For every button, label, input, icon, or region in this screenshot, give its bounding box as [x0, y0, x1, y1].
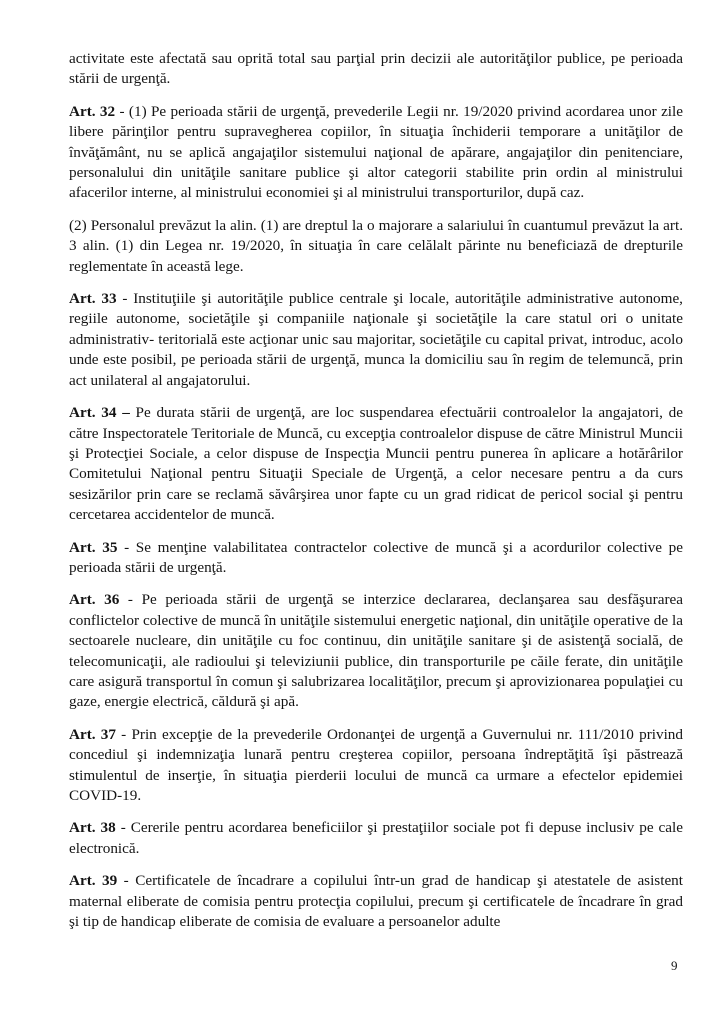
- article-33: [69, 289, 683, 391]
- paragraph-text: activitate este afectată sau oprită total sau parţial prin decizii ale autorităţilor publice, pe perioada stării de urgenţă.: [69, 50, 683, 88]
- article-label: Art. 34 –: [69, 404, 130, 422]
- paragraph-text: - Certificatele de încadrare a copilului într-un grad de handicap şi atestatele de asistent maternal eliberate de comisia pentru protecţia copilului, precum şi certificatele de încadrare în grad şi tip de handicap eliberate de comisia de evaluare a persoanelor adulte: [69, 872, 683, 931]
- article-35: [69, 538, 683, 579]
- article-label: Art. 37: [69, 725, 116, 743]
- article-36: [69, 590, 683, 712]
- page-number: 9: [671, 958, 678, 973]
- article-34: [69, 403, 683, 525]
- article-32-paragraph-2: [69, 216, 683, 277]
- document-body: [69, 49, 683, 944]
- article-37: [69, 725, 683, 807]
- paragraph-continuation: [69, 49, 683, 90]
- paragraph-text: - (1) Pe perioada stării de urgenţă, prevederile Legii nr. 19/2020 privind acordarea unor zile libere părinţilor pentru supravegherea copiilor, în situaţia închiderii temporare a unităţilor de învăţământ, nu se aplică angajaţilor sistemului naţional de apărare, angajaţilor din penitenciare, personalului din unităţile sanitare publice şi altor categorii stabilite prin ordin al ministrului afacerilor interne, al ministrului economiei şi al ministrului transporturilor, după caz.: [69, 102, 683, 202]
- article-label: Art. 38: [69, 819, 116, 837]
- paragraph-text: - Se menţine valabilitatea contractelor colective de muncă şi a acordurilor colective pe perioada stării de urgenţă.: [69, 538, 683, 576]
- article-32-paragraph-1: [69, 102, 683, 204]
- article-label: Art. 35: [69, 538, 118, 556]
- paragraph-text: Pe durata stării de urgenţă, are loc suspendarea efectuării controalelor la angajatori, de către Inspectoratele Teritoriale de Muncă, cu excepţia controalelor dispuse de către Ministrul Muncii şi Protecţiei Sociale, a celor dispuse de Inspecţia Muncii pentru punerea în aplicare a hotărârilor Comitetului Naţional pentru Situaţii Speciale de Urgenţă, a celor necesare pentru a da curs sesizărilor prin care se reclamă săvârşirea unor fapte cu un grad ridicat de pericol social şi pentru cercetarea accidentelor de muncă.: [69, 404, 683, 524]
- paragraph-text: - Prin excepţie de la prevederile Ordonanţei de urgenţă a Guvernului nr. 111/2010 privind concediul şi indemnizaţia lunară pentru creşterea copiilor, persoana îndreptăţită îşi păstrează stimulentul de inserţie, în situaţia pierderii locului de muncă ca urmare a efectelor epidemiei COVID-19.: [69, 725, 683, 804]
- article-38: [69, 818, 683, 859]
- article-label: Art. 36: [69, 591, 120, 609]
- article-label: Art. 33: [69, 290, 117, 308]
- paragraph-text: - Pe perioada stării de urgenţă se interzice declararea, declanşarea sau desfăşurarea conflictelor colective de muncă în unităţile sistemului energetic naţional, din unităţile operative de la sectoarele nucleare, din unităţile cu foc continuu, din unităţile sanitare şi de asistenţă socială, de telecomunicaţii, ale radioului şi televiziunii publice, din transporturile pe căile ferate, din unităţile care asigură transportul în comun şi salubrizarea localităţilor, precum şi aprovizionarea populaţiei cu gaze, energie electrică, căldură şi apă.: [69, 591, 683, 711]
- article-39: [69, 871, 683, 932]
- article-label: Art. 39: [69, 872, 118, 890]
- article-label: Art. 32: [69, 102, 116, 120]
- paragraph-text: (2) Personalul prevăzut la alin. (1) are dreptul la o majorare a salariului în cuantumul prevăzut la art. 3 alin. (1) din Legea nr. 19/2020, în situaţia în care celălalt părinte nu beneficiază de drepturile reglementate în această lege.: [69, 216, 683, 275]
- paragraph-text: - Instituţiile şi autorităţile publice centrale şi locale, autorităţile administrative autonome, regiile autonome, societăţile şi companiile naţionale şi societăţile la care statul ori o unitate administrativ- teritorială este acţionar unic sau majoritar, societăţile cu capital privat, introduc, acolo unde este posibil, pe perioada stării de urgenţă, munca la domiciliu sau în regim de telemuncă, prin act unilateral al angajatorului.: [69, 290, 683, 389]
- paragraph-text: - Cererile pentru acordarea beneficiilor şi prestaţiilor sociale pot fi depuse inclusiv pe cale electronică.: [69, 819, 683, 857]
